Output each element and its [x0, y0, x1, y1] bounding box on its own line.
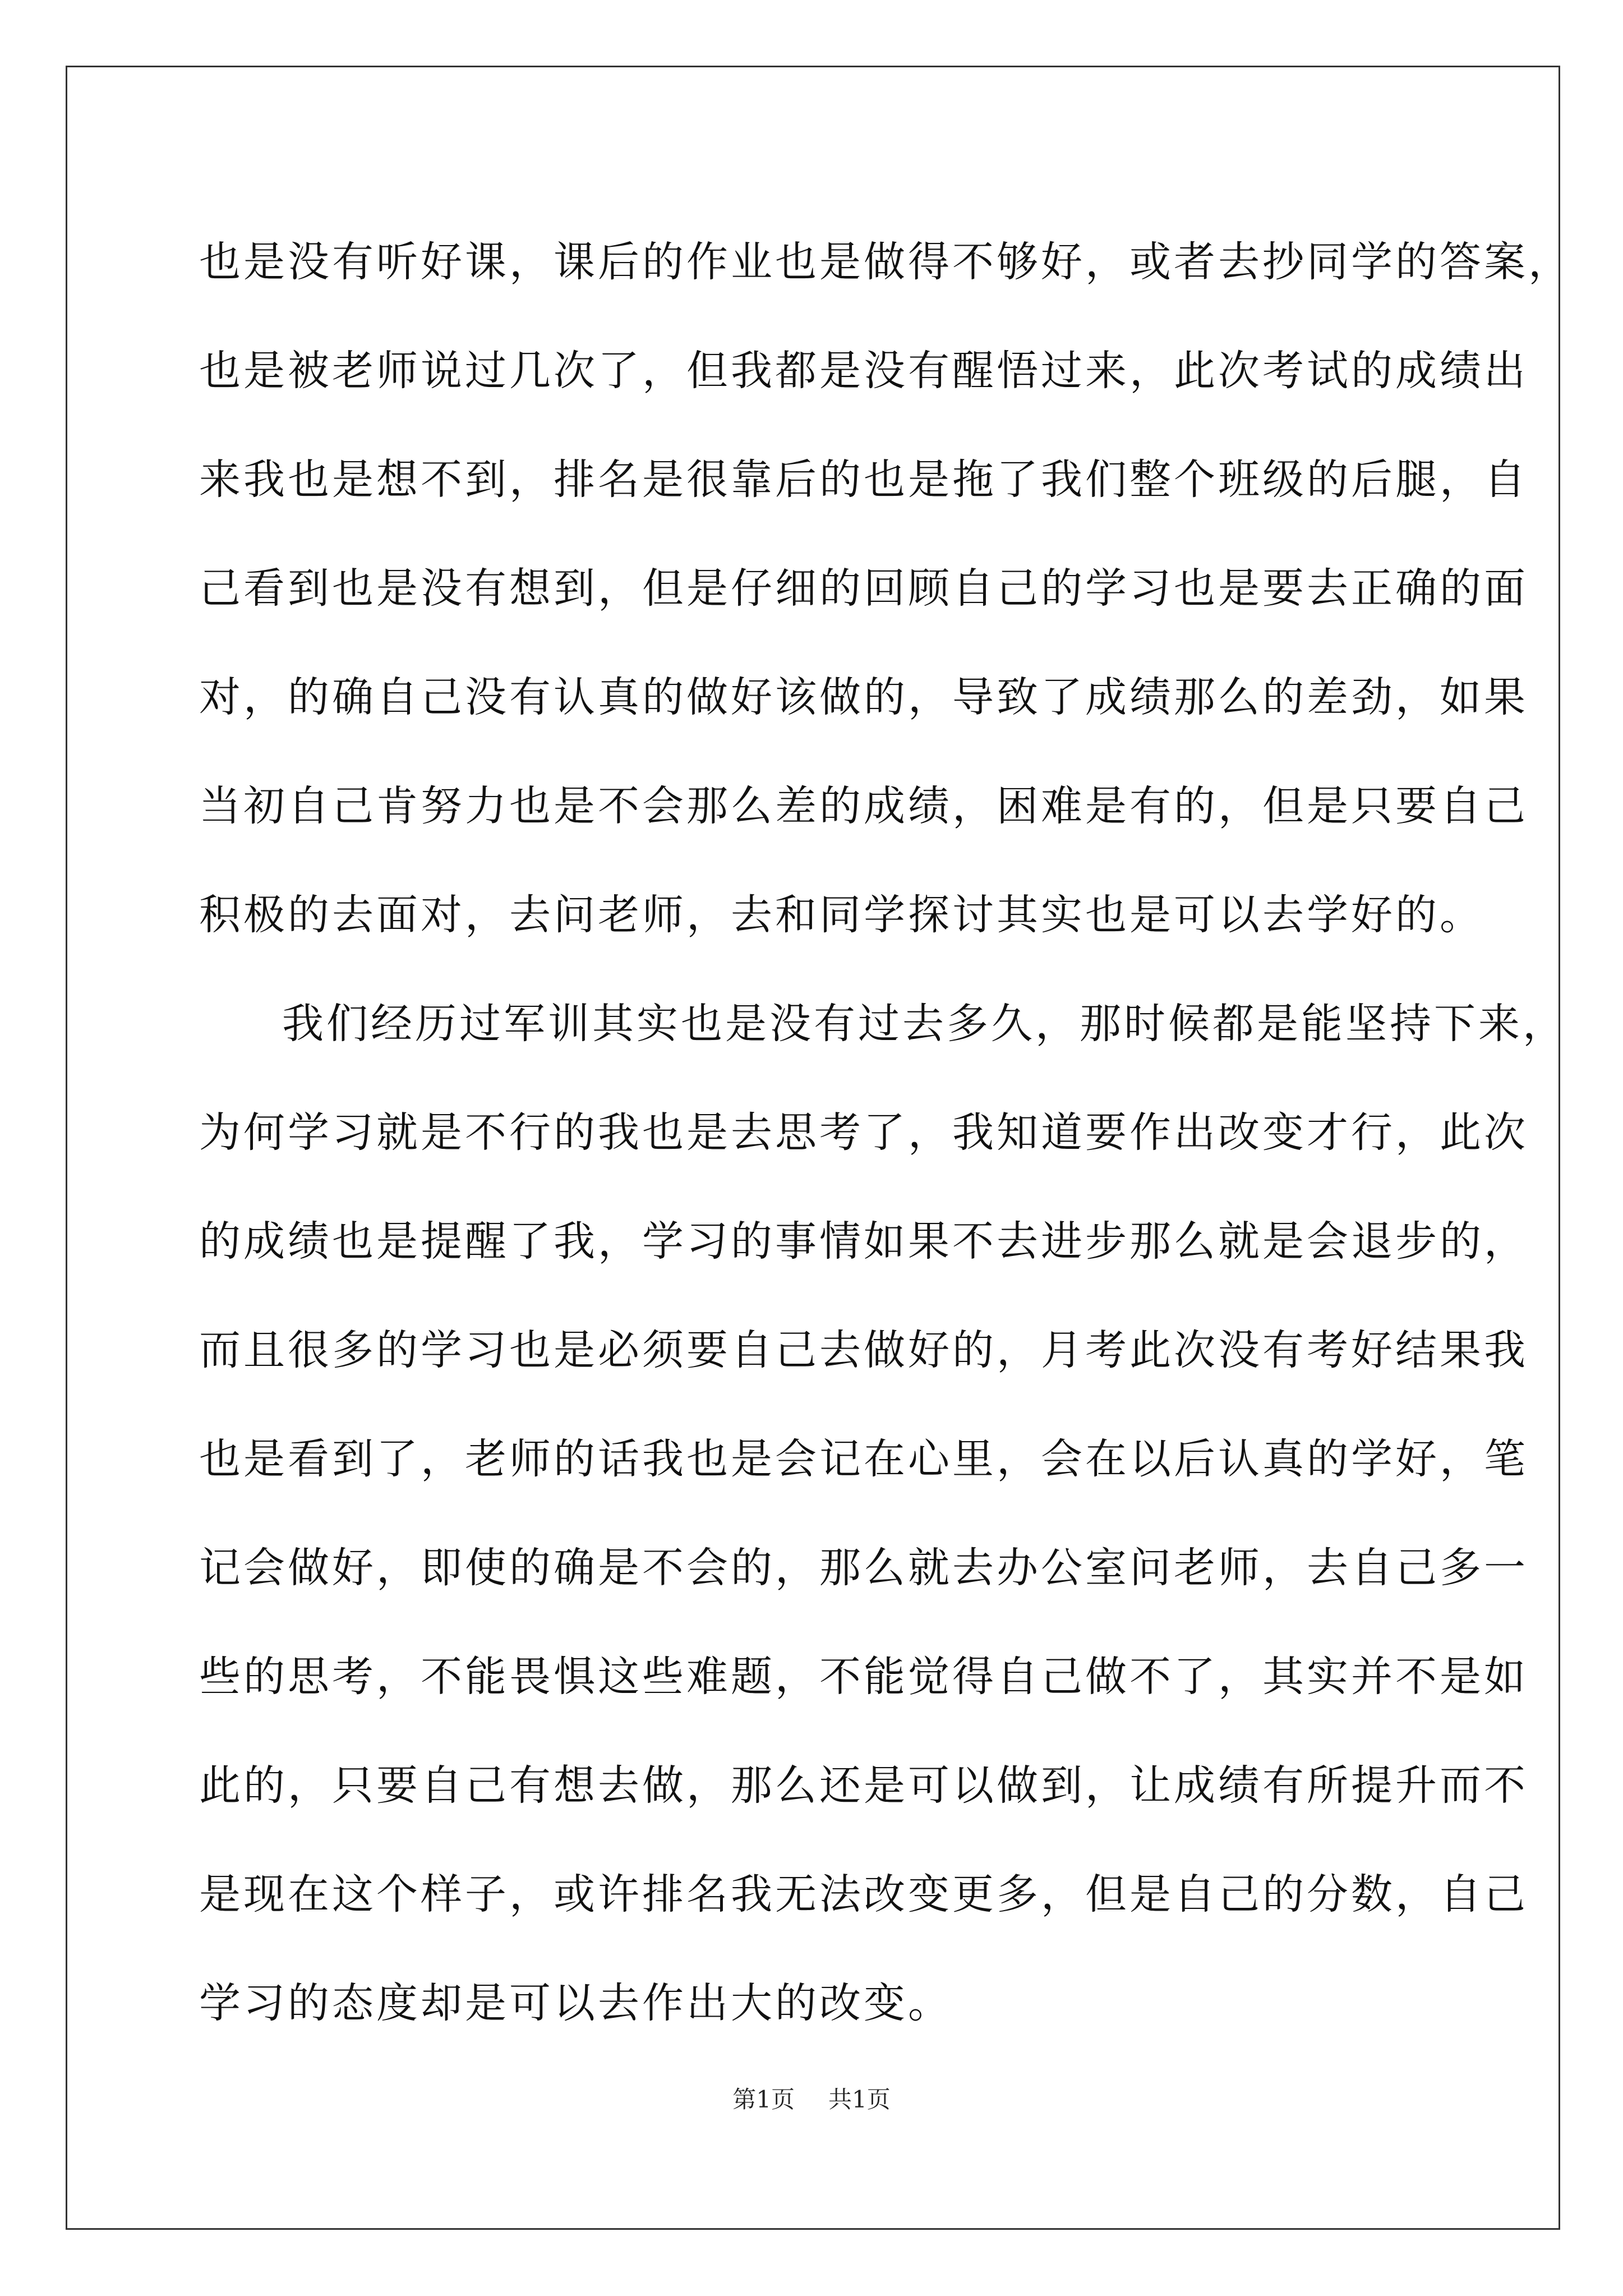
text-line: 记会做好，即使的确是不会的，那么就去办公室问老师，去自己多一	[199, 1544, 1528, 1592]
page-total: 共1页	[828, 2086, 891, 2113]
page-number: 第1页	[732, 2086, 795, 2113]
text-line: 也是看到了，老师的话我也是会记在心里，会在以后认真的学好，笔	[199, 1435, 1528, 1483]
text-line: 是现在这个样子，或许排名我无法改变更多，但是自己的分数，自己	[199, 1870, 1528, 1918]
text-line: 也是没有听好课，课后的作业也是做得不够好，或者去抄同学的答案，	[199, 238, 1573, 286]
text-line: 己看到也是没有想到，但是仔细的回顾自己的学习也是要去正确的面	[199, 564, 1528, 613]
text-line: 学习的态度却是可以去作出大的改变。	[199, 1979, 952, 2027]
paragraph-start-line: 我们经历过军训其实也是没有过去多久，那时候都是能坚持下来，	[282, 1000, 1567, 1048]
text-line: 为何学习就是不行的我也是去思考了，我知道要作出改变才行，此次	[199, 1108, 1528, 1157]
document-body	[199, 208, 1573, 2058]
text-line: 而且很多的学习也是必须要自己去做好的，月考此次没有考好结果我	[199, 1326, 1528, 1374]
text-line: 的成绩也是提醒了我，学习的事情如果不去进步那么就是会退步的，	[199, 1217, 1528, 1266]
text-line: 些的思考，不能畏惧这些难题，不能觉得自己做不了，其实并不是如	[199, 1653, 1528, 1701]
text-line: 来我也是想不到，排名是很靠后的也是拖了我们整个班级的后腿，自	[199, 455, 1528, 504]
text-line: 当初自己肯努力也是不会那么差的成绩，困难是有的，但是只要自己	[199, 782, 1528, 830]
page-footer	[0, 2081, 1623, 2115]
text-line: 此的，只要自己有想去做，那么还是可以做到，让成绩有所提升而不	[199, 1761, 1528, 1810]
text-line: 也是被老师说过几次了，但我都是没有醒悟过来，此次考试的成绩出	[199, 347, 1528, 395]
text-line: 积极的去面对，去问老师，去和同学探讨其实也是可以去学好的。	[199, 891, 1484, 939]
text-line: 对，的确自己没有认真的做好该做的，导致了成绩那么的差劲，如果	[199, 673, 1528, 721]
